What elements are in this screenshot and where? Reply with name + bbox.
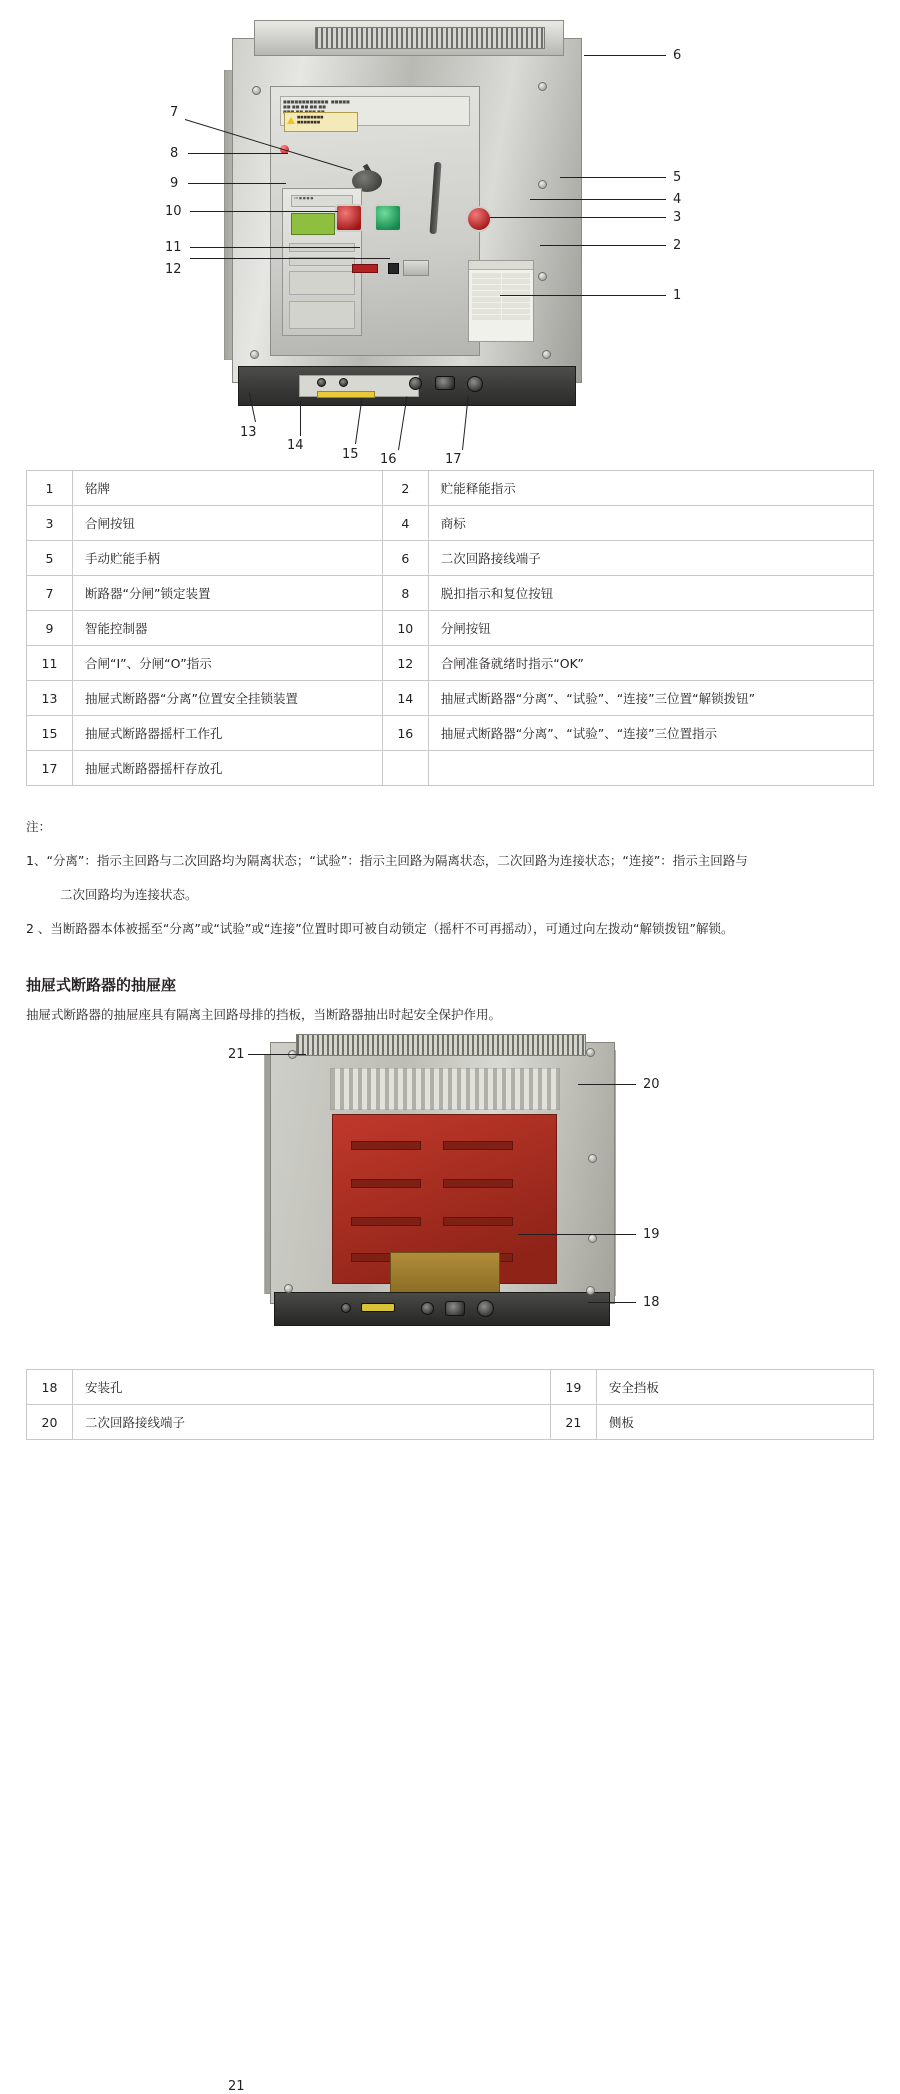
unlock-toggle [339, 378, 348, 387]
breaker-spec-label: ■■■■■■■■■■■■ ■■■■■ ■■ ■■ ■■ ■■ ■■ [280, 96, 470, 126]
cradle-fins [330, 1068, 560, 1110]
section-body-cradle: 抽屉式断路器的抽屉座具有隔离主回路母排的挡板，当断路器抽出时起安全保护作用。 [26, 1007, 502, 1022]
leader-9 [188, 183, 286, 184]
table-row [27, 716, 874, 751]
table-row [27, 611, 874, 646]
close-open-indicator [352, 264, 378, 273]
callout-10: 10 [165, 204, 182, 219]
row-number: 18 [27, 1370, 73, 1405]
row-number: 3 [27, 506, 73, 541]
nameplate [468, 260, 534, 342]
callout-21: 21 [228, 2079, 245, 2094]
controller-led-row: CB ■ ■ ■ ■ [291, 195, 353, 207]
table-row [27, 541, 874, 576]
breaker-illustration [232, 20, 582, 405]
row-number: 2 [382, 471, 428, 506]
row-label: 合闸按钮 [73, 506, 383, 541]
callout-14: 14 [287, 438, 304, 453]
row-number: 8 [382, 576, 428, 611]
controller-keys-row-4 [289, 301, 355, 329]
padlock-hole [317, 378, 326, 387]
leader-8 [188, 153, 288, 154]
note-2: 2 、当断路器本体被摇至“分离”或“试验”或“连接”位置时即可被自动锁定（摇杆不可再摇动），可通过向左拨动“解锁拨钮”解锁。 [26, 921, 734, 936]
row-label: 智能控制器 [73, 611, 383, 646]
row-number: 21 [550, 1405, 596, 1440]
row-number: 14 [382, 681, 428, 716]
ready-ok-indicator [388, 263, 399, 274]
position-indicator [435, 376, 455, 390]
table-row [27, 576, 874, 611]
cradle-storage-hole [477, 1300, 494, 1317]
row-number: 17 [27, 751, 73, 786]
row-label: 侧板 [596, 1405, 873, 1440]
callout-7: 7 [170, 105, 179, 120]
leader-12 [190, 258, 390, 259]
row-label: 抽屉式断路器“分离”、“试验”、“连接”三位置指示 [428, 716, 873, 751]
table-row [27, 1370, 874, 1405]
row-label: 合闸“I”、分闸“O”指示 [73, 646, 383, 681]
controller-keys-row-3 [289, 271, 355, 295]
base-warning-strip [317, 391, 375, 398]
open-button [335, 204, 363, 232]
leader-3 [490, 217, 666, 218]
legend-table-1 [26, 470, 874, 786]
row-label: 贮能释能指示 [428, 471, 873, 506]
breaker-base [238, 366, 576, 406]
table-row [27, 1405, 874, 1440]
notes-block [26, 812, 874, 944]
row-number [382, 751, 428, 786]
callout-4: 4 [673, 192, 682, 207]
row-label: 抽屉式断路器“分离”位置安全挂锁装置 [73, 681, 383, 716]
cradle-base [274, 1292, 610, 1326]
leader-20 [578, 1084, 636, 1085]
legend-table-2 [26, 1369, 874, 1440]
section-title-cradle: 抽屉式断路器的抽屉座 [26, 976, 177, 994]
callout-11: 11 [165, 240, 182, 255]
callout-13: 13 [240, 425, 257, 440]
crank-work-hole [409, 377, 422, 390]
callout-21b: 21 [228, 1047, 245, 1062]
row-label: 抽屉式断路器摇杆工作孔 [73, 716, 383, 751]
indicator-window [403, 260, 429, 276]
row-number: 1 [27, 471, 73, 506]
callout-3: 3 [673, 210, 682, 225]
callout-19: 19 [643, 1227, 660, 1242]
crank-storage-hole [467, 376, 483, 392]
cradle-secondary-terminals [296, 1034, 586, 1056]
row-label [428, 751, 873, 786]
leader-11 [190, 247, 360, 248]
table-row [27, 506, 874, 541]
leader-6 [584, 55, 666, 56]
row-number: 13 [27, 681, 73, 716]
row-number: 10 [382, 611, 428, 646]
callout-16: 16 [380, 452, 397, 467]
energy-storage-indicator [466, 206, 492, 232]
note-1-line-2: 二次回路均为连接状态。 [60, 887, 198, 902]
row-label: 二次回路接线端子 [428, 541, 873, 576]
secondary-terminal-block [315, 27, 545, 49]
table-row [27, 471, 874, 506]
row-number: 15 [27, 716, 73, 751]
figure-breaker-front [0, 0, 900, 470]
row-label: 商标 [428, 506, 873, 541]
callout-5: 5 [673, 170, 682, 185]
row-label: 安装孔 [73, 1370, 551, 1405]
callout-17: 17 [445, 452, 462, 467]
cradle-warning-strip [361, 1303, 395, 1312]
row-label: 断路器“分闸”锁定装置 [73, 576, 383, 611]
cradle-mounting-hole [341, 1303, 351, 1313]
callout-18: 18 [643, 1295, 660, 1310]
row-label: 抽屉式断路器摇杆存放孔 [73, 751, 383, 786]
row-label: 安全挡板 [596, 1370, 873, 1405]
callout-6: 6 [673, 48, 682, 63]
table-row [27, 646, 874, 681]
note-1-line-1: 1、“分离”：指示主回路与二次回路均为隔离状态；“试验”：指示主回路为隔离状态，二次回路为连接状态；“连接”：指示主回路与 [26, 853, 748, 868]
leader-18 [588, 1302, 636, 1303]
callout-12: 12 [165, 262, 182, 277]
row-number: 20 [27, 1405, 73, 1440]
leader-14 [300, 400, 301, 436]
row-number: 12 [382, 646, 428, 681]
row-label: 铭牌 [73, 471, 383, 506]
row-number: 7 [27, 576, 73, 611]
cradle-illustration [270, 1034, 615, 1334]
callout-20: 20 [643, 1077, 660, 1092]
callout-2: 2 [673, 238, 682, 253]
row-label: 分闸按钮 [428, 611, 873, 646]
row-number: 4 [382, 506, 428, 541]
row-label: 抽屉式断路器“分离”、“试验”、“连接”三位置“解锁拨钮” [428, 681, 873, 716]
table-row [27, 681, 874, 716]
row-label: 脱扣指示和复位按钮 [428, 576, 873, 611]
leader-4 [530, 199, 666, 200]
row-label: 二次回路接线端子 [73, 1405, 551, 1440]
warning-label: ■■■■■■■■ ■■■■■■■ [284, 112, 358, 132]
callout-15: 15 [342, 447, 359, 462]
leader-10 [190, 211, 338, 212]
leader-19 [518, 1234, 636, 1235]
leader-5 [560, 177, 666, 178]
row-number: 6 [382, 541, 428, 576]
row-label: 手动贮能手柄 [73, 541, 383, 576]
row-number: 19 [550, 1370, 596, 1405]
leader-21 [248, 1054, 306, 1055]
row-number: 9 [27, 611, 73, 646]
cradle-position-window [445, 1301, 465, 1316]
row-label: 合闸准备就绪时指示“OK” [428, 646, 873, 681]
breaker-top-cover [254, 20, 564, 56]
row-number: 11 [27, 646, 73, 681]
callout-9: 9 [170, 176, 179, 191]
warning-triangle-icon [287, 117, 295, 124]
row-number: 5 [27, 541, 73, 576]
callout-1: 1 [673, 288, 682, 303]
cradle-crank-hole [421, 1302, 434, 1315]
table-row [27, 751, 874, 786]
cradle-tray [390, 1252, 500, 1296]
row-number: 16 [382, 716, 428, 751]
notes-heading: 注： [26, 819, 52, 834]
leader-2 [540, 245, 666, 246]
close-button [374, 204, 402, 232]
controller-display [291, 213, 335, 235]
callout-8: 8 [170, 146, 179, 161]
leader-1 [500, 295, 666, 296]
